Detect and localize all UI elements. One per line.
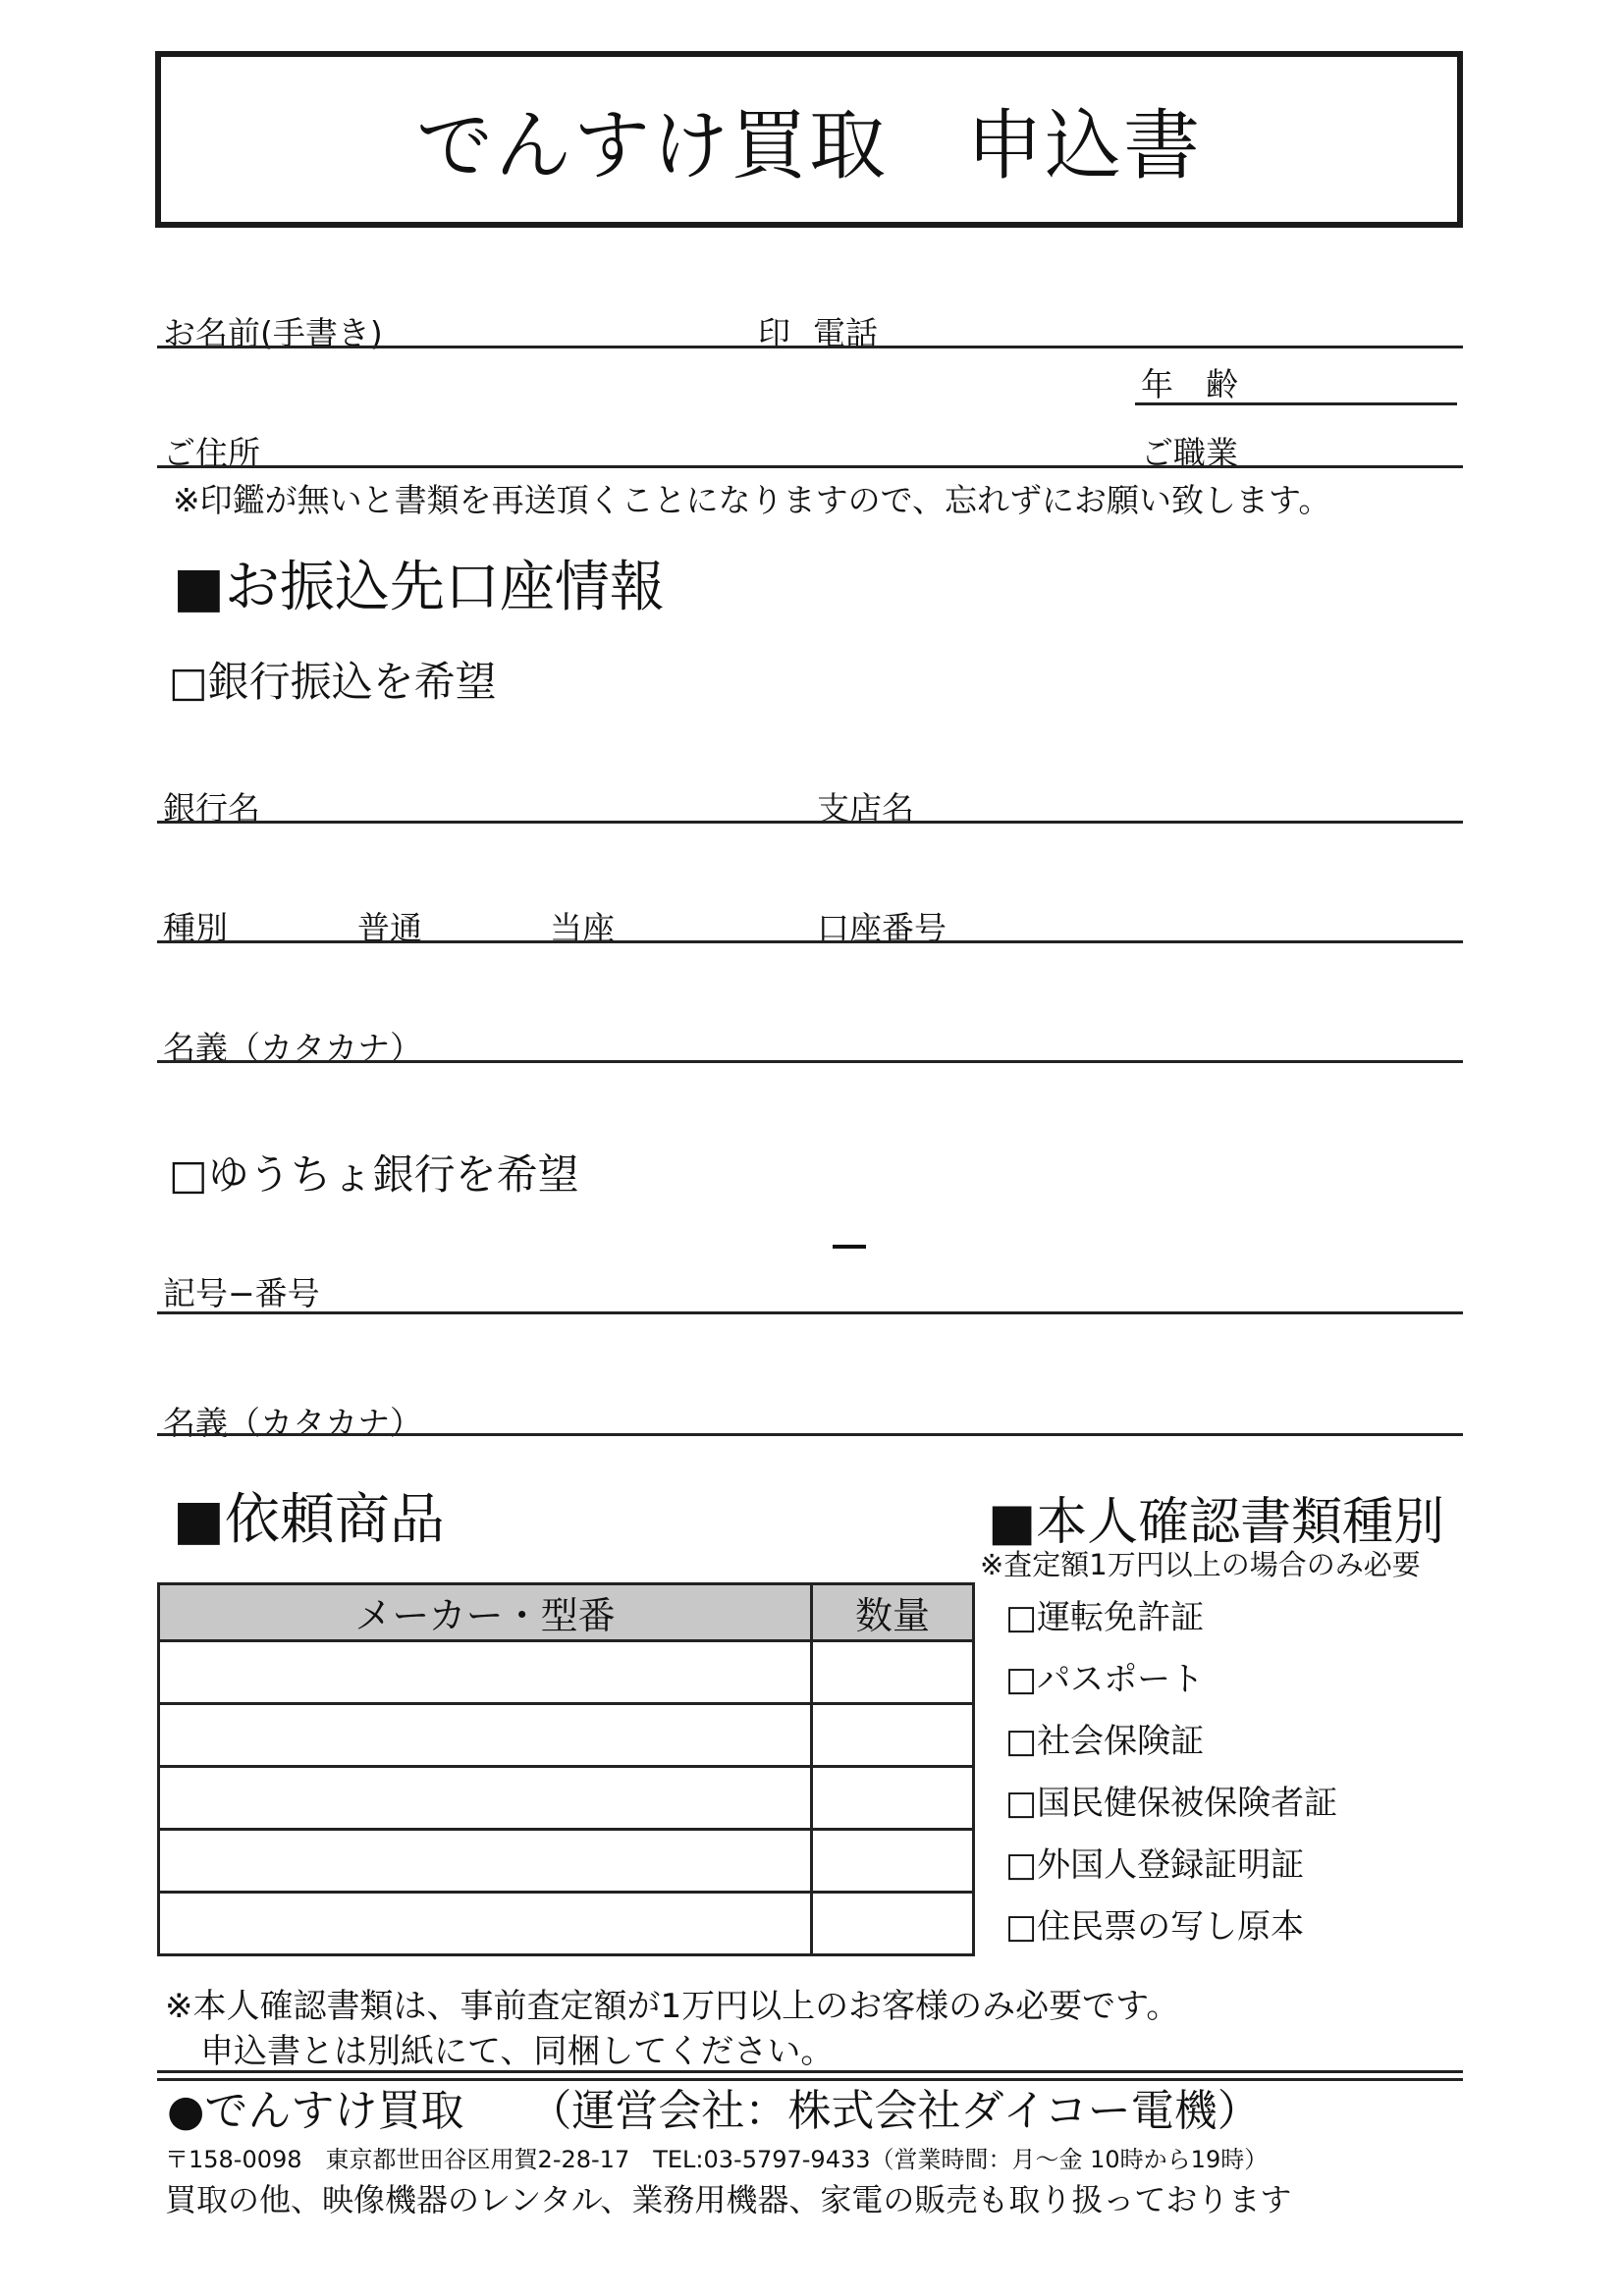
quantity-cell[interactable]	[812, 1830, 974, 1893]
seal-label: 印	[758, 314, 790, 352]
page-title: でんすけ買取 申込書	[415, 102, 1202, 190]
age-label: 年 齢	[1141, 365, 1238, 403]
quantity-cell[interactable]	[812, 1767, 974, 1830]
items-header-row	[159, 1584, 974, 1641]
account-type-line	[157, 940, 1463, 943]
account-number-label: 口座番号	[817, 909, 947, 947]
bank-transfer-option[interactable]: □銀行振込を希望	[169, 658, 497, 706]
address-label: ご住所	[163, 434, 260, 472]
bank-name-line	[157, 821, 1463, 824]
account-heading: ■お振込先口座情報	[173, 556, 665, 619]
quantity-cell[interactable]	[812, 1893, 974, 1955]
identity-option-drivers-license[interactable]: □運転免許証	[1005, 1598, 1205, 1637]
yucho-option[interactable]: □ゆうちょ銀行を希望	[169, 1150, 579, 1199]
table-row	[159, 1830, 974, 1893]
account-type-current[interactable]: 当座	[550, 909, 615, 947]
company-address: 〒158-0098 東京都世田谷区用賀2-28-17 TEL:03-5797-9433（営業時間：月～金 10時から19時）	[165, 2146, 1269, 2173]
yucho-holder-label: 名義（カタカナ）	[163, 1404, 422, 1442]
account-type-label: 種別	[163, 909, 228, 947]
enclosure-note: 申込書とは別紙にて、同梱してください。	[200, 2032, 835, 2071]
account-type-normal[interactable]: 普通	[357, 909, 422, 947]
title-box	[155, 51, 1463, 228]
symbol-number-line	[157, 1311, 1463, 1314]
identity-option-resident-record[interactable]: □住民票の写し原本	[1005, 1907, 1305, 1947]
identity-option-alien-registration[interactable]: □外国人登録証明証	[1005, 1845, 1305, 1885]
symbol-number-dash	[833, 1245, 866, 1249]
account-holder-label: 名義（カタカナ）	[163, 1029, 422, 1067]
branch-name-label: 支店名	[817, 789, 914, 828]
bank-name-label: 銀行名	[163, 789, 260, 828]
items-heading: ■依頼商品	[173, 1488, 445, 1552]
identity-option-social-insurance[interactable]: □社会保険証	[1005, 1722, 1205, 1761]
phone-label: 電話	[813, 314, 878, 352]
name-line	[157, 346, 1463, 348]
table-row	[159, 1704, 974, 1767]
table-row	[159, 1767, 974, 1830]
maker-model-cell[interactable]	[159, 1704, 812, 1767]
maker-model-cell[interactable]	[159, 1641, 812, 1704]
account-holder-line	[157, 1060, 1463, 1063]
identity-heading: ■本人確認書類種別	[988, 1493, 1445, 1552]
identity-option-national-health[interactable]: □国民健保被保険者証	[1005, 1784, 1338, 1823]
maker-model-cell[interactable]	[159, 1893, 812, 1955]
identity-note: ※査定額1万円以上の場合のみ必要	[980, 1548, 1421, 1581]
maker-model-cell[interactable]	[159, 1767, 812, 1830]
identity-option-passport[interactable]: □パスポート	[1005, 1660, 1205, 1699]
seal-note: ※印鑑が無いと書類を再送頂くことになりますので、忘れずにお願い致します。	[173, 481, 1331, 519]
company-services: 買取の他、映像機器のレンタル、業務用機器、家電の販売も取り扱っております	[165, 2181, 1292, 2218]
table-row	[159, 1893, 974, 1955]
quantity-cell[interactable]	[812, 1704, 974, 1767]
items-table	[157, 1582, 975, 1956]
maker-model-header: メーカー・型番	[159, 1584, 812, 1641]
company-name: ●でんすけ買取 （運営会社：株式会社ダイコー電機）	[167, 2086, 1261, 2136]
age-line	[1135, 402, 1457, 405]
quantity-cell[interactable]	[812, 1641, 974, 1704]
footer-rule-top	[157, 2070, 1463, 2073]
maker-model-cell[interactable]	[159, 1830, 812, 1893]
table-row	[159, 1641, 974, 1704]
quantity-header: 数量	[812, 1584, 974, 1641]
yucho-holder-line	[157, 1433, 1463, 1436]
occupation-label: ご職業	[1141, 434, 1238, 472]
name-label: お名前(手書き)	[163, 314, 383, 352]
symbol-number-label: 記号−番号	[163, 1274, 320, 1312]
id-requirement-note: ※本人確認書類は、事前査定額が1万円以上のお客様のみ必要です。	[165, 1987, 1180, 2026]
address-line	[157, 465, 1463, 468]
